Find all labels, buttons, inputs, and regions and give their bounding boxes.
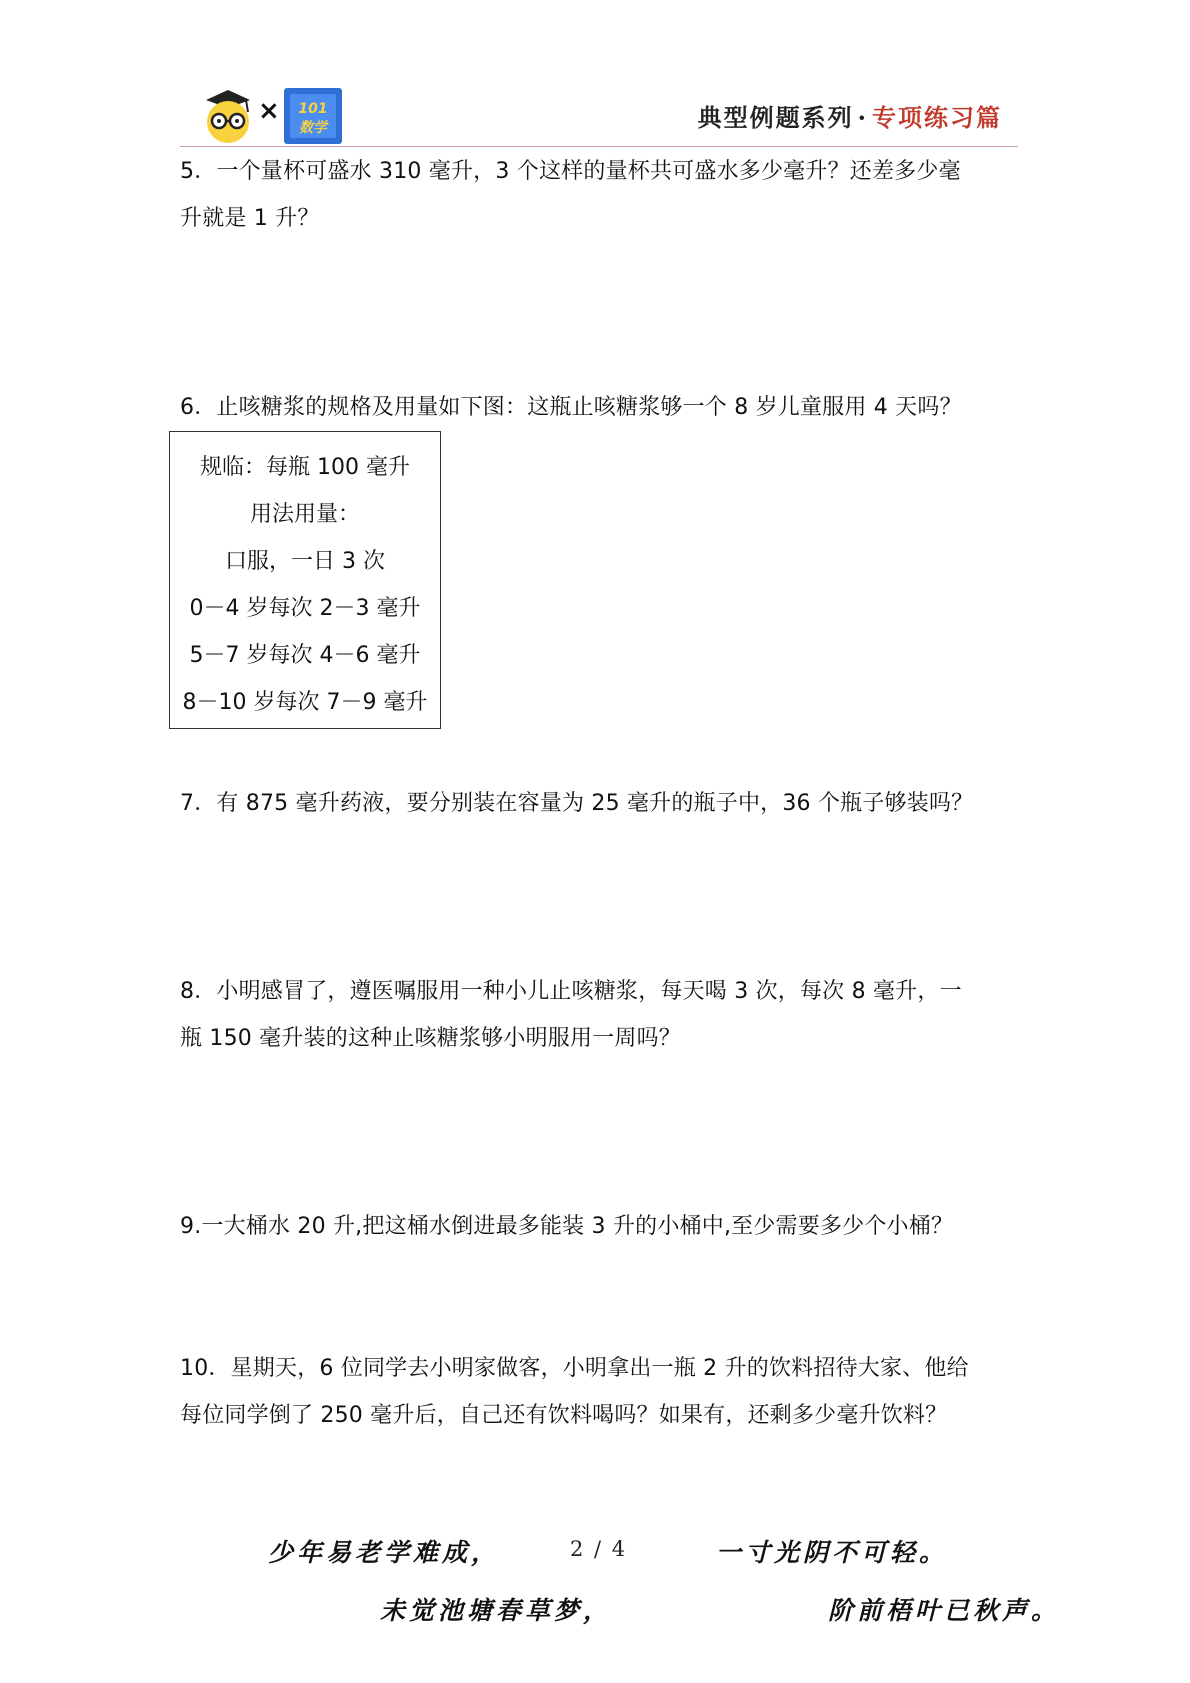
series-title-dot: · (857, 103, 868, 132)
label-line: 规临：每瓶 100 毫升 (200, 455, 410, 480)
question-text: 每位同学倒了 250 毫升后，自己还有饮料喝吗？如果有，还剩多少毫升饮料？ (180, 1403, 948, 1428)
question-text: 8．小明感冒了，遵医嘱服用一种小儿止咳糖浆，每天喝 3 次，每次 8 毫升，一 (180, 979, 962, 1004)
question-text: 5．一个量杯可盛水 310 毫升，3 个这样的量杯共可盛水多少毫升？还差多少毫 (180, 159, 961, 184)
label-line: 用法用量： (249, 502, 360, 527)
logo-text-101: 101 (298, 101, 328, 117)
question-text: 9.一大桶水 20 升,把这桶水倒进最多能装 3 升的小桶中,至少需要多少个小桶？ (180, 1214, 954, 1239)
poem-line2-right: 阶前梧叶已秋声。 (828, 1596, 1061, 1625)
question-text: 6．止咳糖浆的规格及用量如下图：这瓶止咳糖浆够一个 8 岁儿童服用 4 天吗？ (180, 395, 962, 420)
poem-line1-left: 少年易老学难成， (268, 1538, 501, 1567)
syrup-label-box (169, 431, 441, 729)
question-8 (180, 968, 1020, 1062)
page-header (180, 80, 1018, 148)
question-text: 瓶 150 毫升装的这种止咳糖浆够小明服用一周吗？ (180, 1026, 681, 1051)
question-text: 10．星期天，6 位同学去小明家做客，小明拿出一瓶 2 升的饮料招待大家、他给 (180, 1356, 969, 1381)
label-line: 0－4 岁每次 2－3 毫升 (189, 596, 421, 621)
poem-line1-right: 一寸光阴不可轻。 (716, 1538, 949, 1567)
series-title-main: 典型例题系列 (697, 103, 854, 132)
series-title (698, 98, 1002, 133)
question-10 (180, 1345, 1020, 1439)
brand-logos (200, 84, 350, 144)
poem-line2-left: 未觉池塘春草梦， (380, 1596, 613, 1625)
logo-separator: × (258, 96, 280, 126)
question-7 (180, 780, 1020, 827)
label-line: 口服，一日 3 次 (225, 549, 385, 574)
question-text: 7．有 875 毫升药液，要分别装在容量为 25 毫升的瓶子中，36 个瓶子够装吗？ (180, 791, 974, 816)
series-title-sub: 专项练习篇 (872, 103, 1002, 132)
question-6 (180, 384, 1020, 431)
question-9 (180, 1203, 1020, 1250)
question-text: 升就是 1 升？ (180, 206, 320, 231)
question-5 (180, 148, 1020, 242)
label-line: 8－10 岁每次 7－9 毫升 (182, 690, 428, 715)
logo-text-shuxue: 数学 (299, 120, 327, 136)
page-number: 2 / 4 (570, 1537, 628, 1561)
label-line: 5－7 岁每次 4－6 毫升 (189, 643, 421, 668)
header-divider (180, 146, 1018, 147)
math101-logo-icon (284, 88, 342, 144)
owl-mascot-icon (200, 86, 256, 144)
